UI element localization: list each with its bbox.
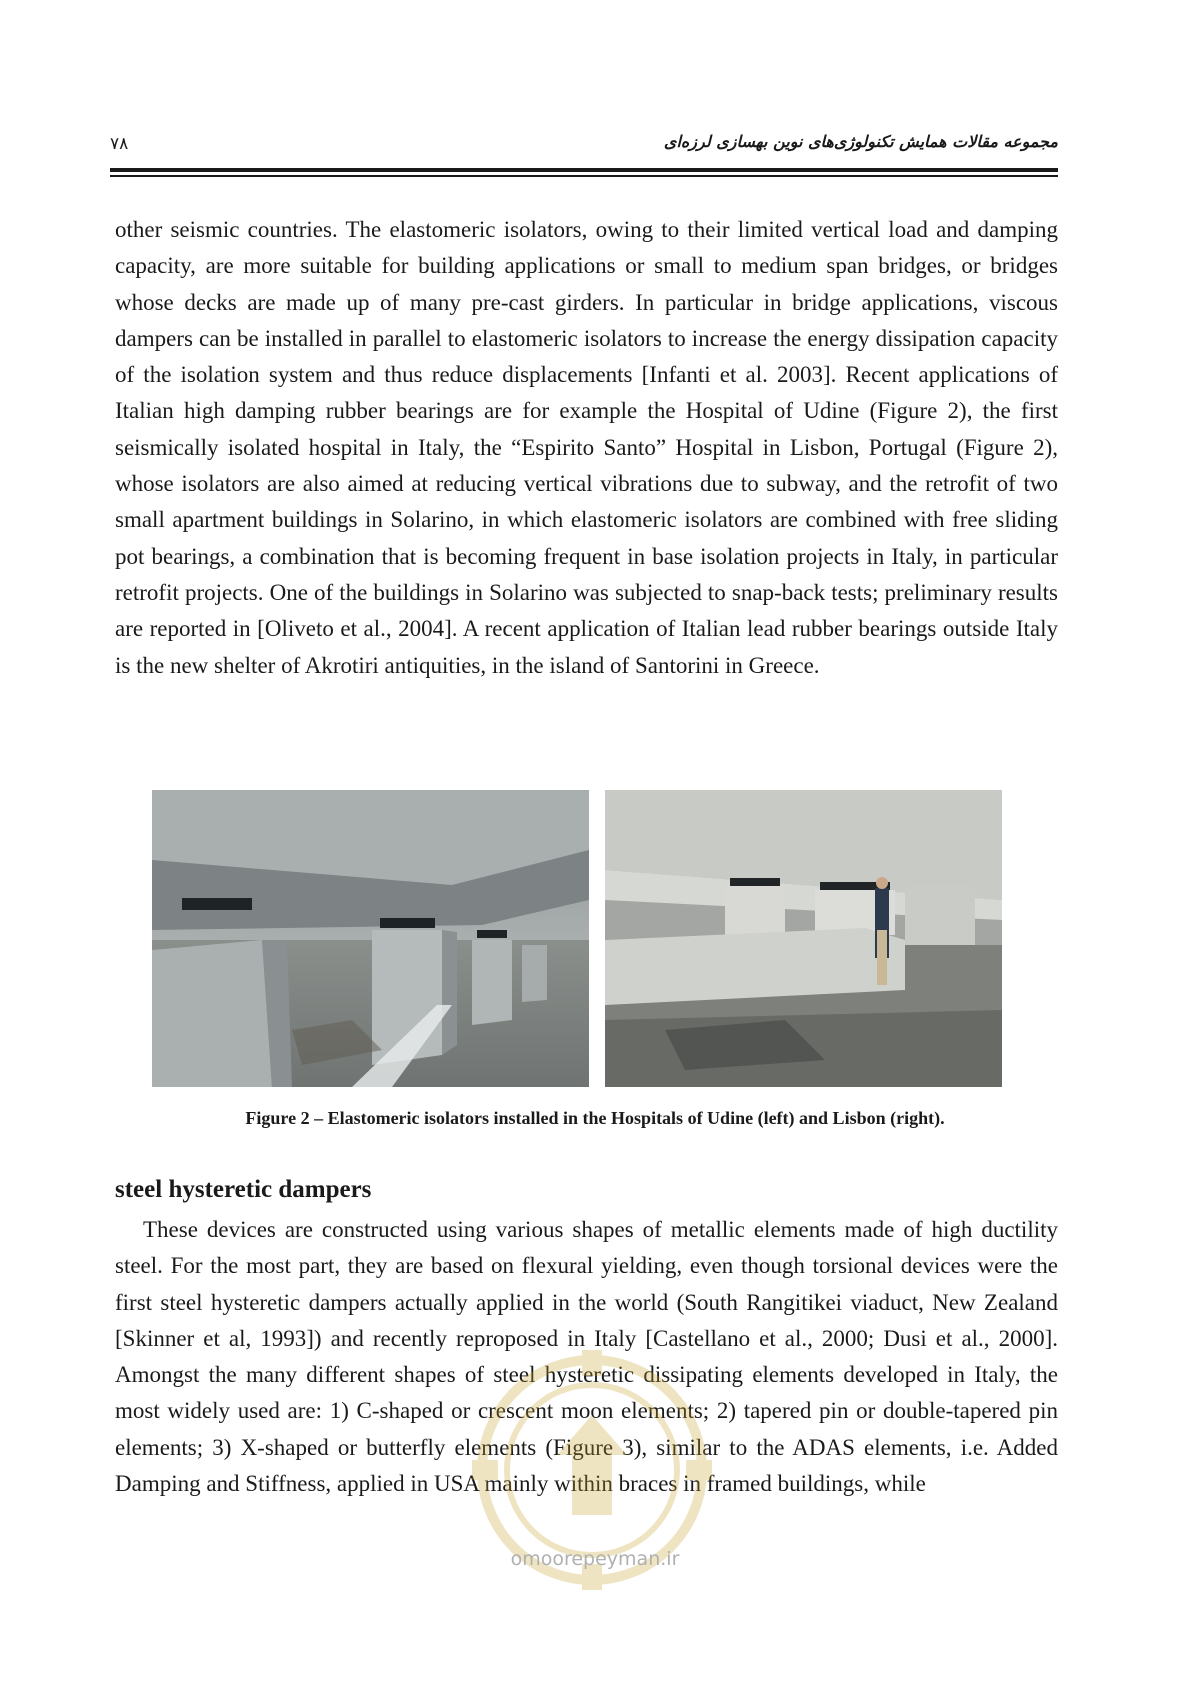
section-heading: steel hysteretic dampers <box>115 1176 372 1203</box>
header-rule-thick <box>110 168 1058 172</box>
running-title: مجموعه مقالات همایش تکنولوژی‌های نوین بهسازی لرزه‌ای <box>663 132 1058 151</box>
figure-caption: Figure 2 – Elastomeric isolators installed in the Hospitals of Udine (left) and Lisbon (right). <box>245 1108 945 1128</box>
page-number: ۷۸ <box>110 134 129 154</box>
photo-lisbon-isolators <box>605 790 1002 1087</box>
header-rule-thin <box>110 175 1058 177</box>
figure-2 <box>0 790 1190 1090</box>
body-paragraph-1: other seismic countries. The elastomeric isolators, owing to their limited vertical load and damping capacity, are more suitable for building applications or small to medium span bridges, or bridges whose decks are made up of many pre-cast girders. In particular in bridge applications, viscous dampers can be installed in parallel to elastomeric isolators to increase the energy dissipation capacity of the isolation system and thus reduce displacements [Infanti et al. 2003]. Recent applications of Italian high damping rubber bearings are for example the Hospital of Udine (Figure 2), the first seismically isolated hospital in Italy, the “Espirito Santo” Hospital in Lisbon, Portugal (Figure 2), whose isolators are also aimed at reducing vertical vibrations due to subway, and the retrofit of two small apartment buildings in Solarino, in which elastomeric isolators are combined with free sliding pot bearings, a combination that is becoming frequent in base isolation projects in Italy, in particular retrofit projects. One of the buildings in Solarino was subjected to snap-back tests; preliminary results are reported in [Oliveto et al., 2004]. A recent application of Italian lead rubber bearings outside Italy is the new shelter of Akrotiri antiquities, in the island of Santorini in Greece. <box>115 217 1058 678</box>
body-paragraph-2: These devices are constructed using various shapes of metallic elements made of high ductility steel. For the most part, they are based on flexural yielding, even though torsional devices were the first steel hysteretic dampers actually applied in the world (South Rangitikei viaduct, New Zealand [Skinner et al, 1993]) and recently reproposed in Italy [Castellano et al., 2000; Dusi et al., 2000]. Amongst the many different shapes of steel hysteretic dissipating elements developed in Italy, the most widely used are: 1) C-shaped or crescent moon elements; 2) tapered pin or double-tapered pin elements; 3) X-shaped or butterfly elements (Figure 3), similar to the ADAS elements, i.e. Added Damping and Stiffness, applied in USA mainly within braces in framed buildings, while <box>115 1217 1058 1497</box>
page-header <box>110 128 1058 168</box>
photo-udine-isolators <box>152 790 589 1087</box>
watermark-text: omoorepeyman.ir <box>510 1548 680 1570</box>
